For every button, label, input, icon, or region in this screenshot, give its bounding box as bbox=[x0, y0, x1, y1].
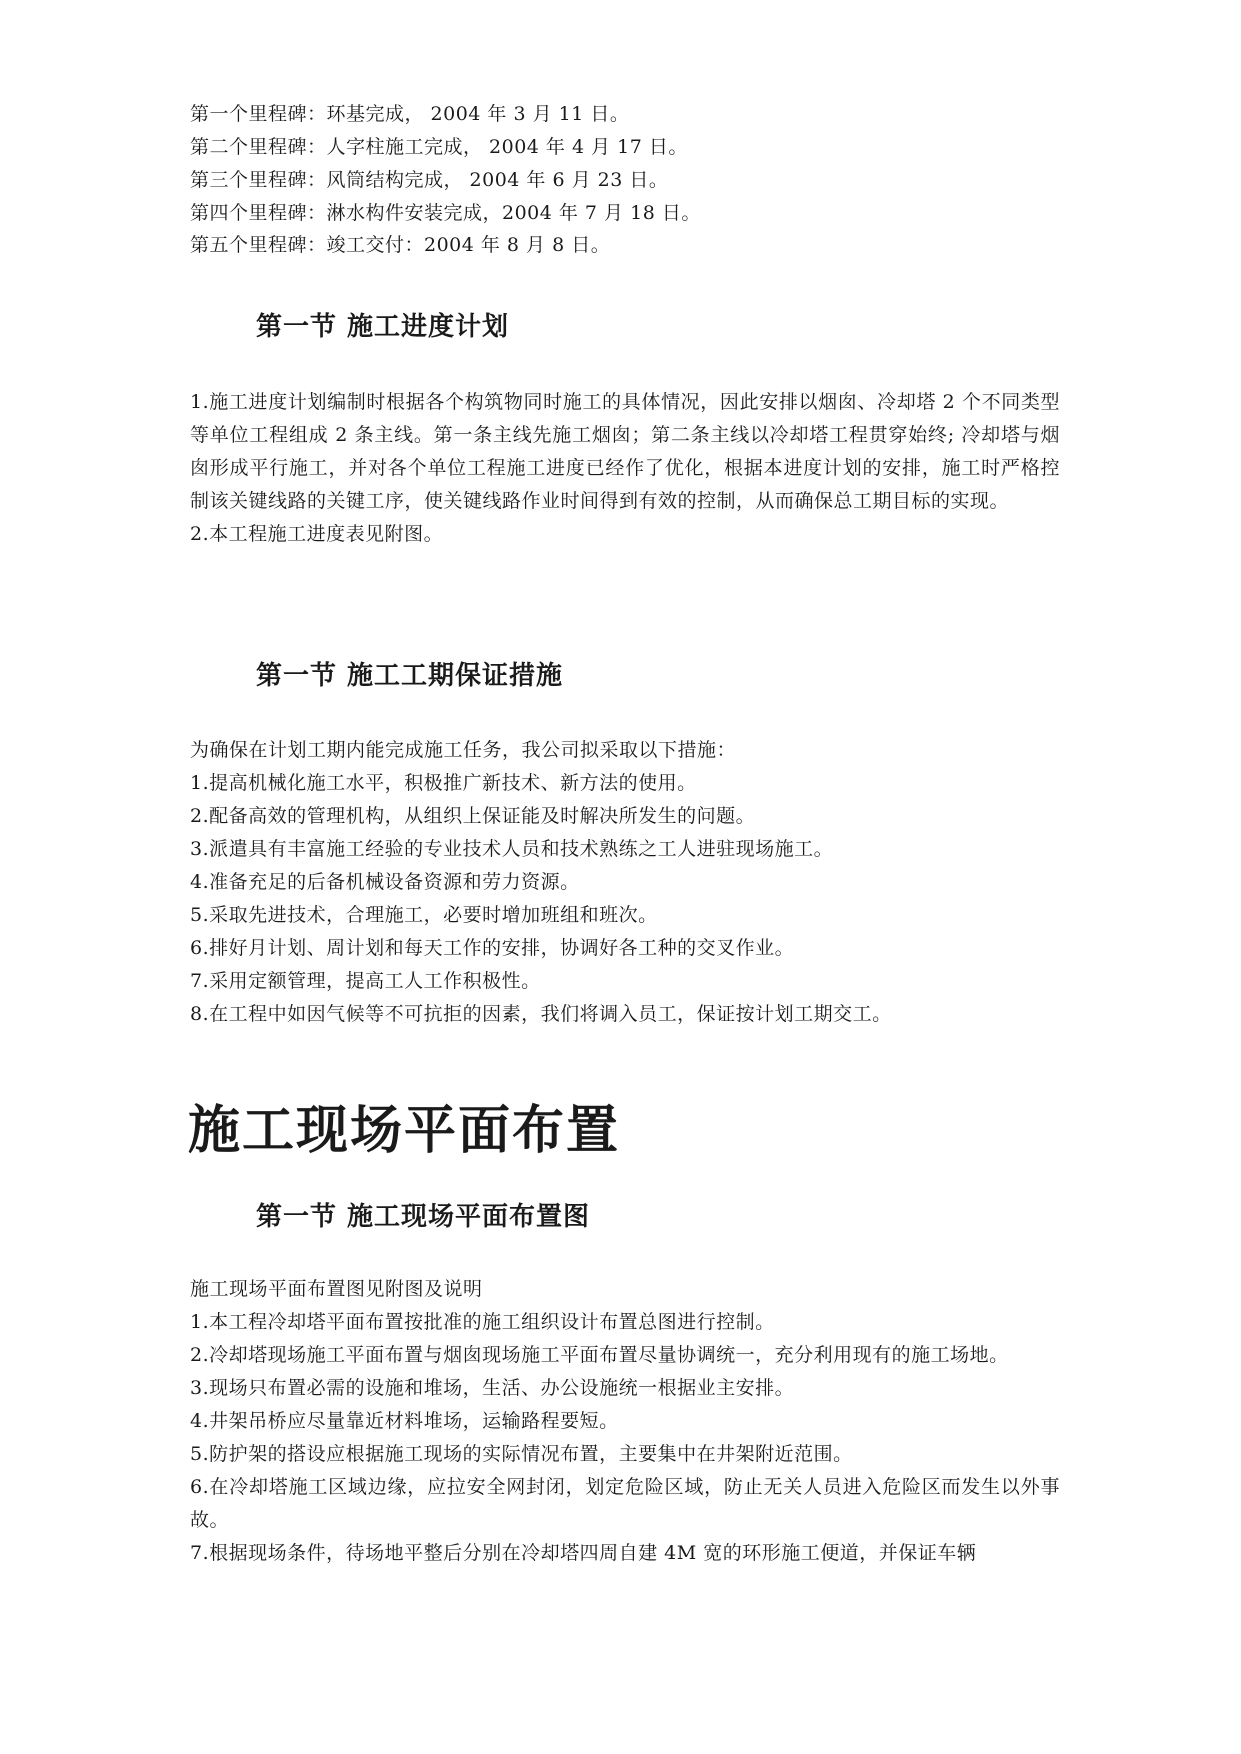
layout-item-5: 5.防护架的搭设应根据施工现场的实际情况布置，主要集中在井架附近范围。 bbox=[190, 1443, 853, 1465]
measures-item-4: 4.准备充足的后备机械设备资源和劳力资源。 bbox=[190, 871, 580, 893]
layout-paragraphs bbox=[190, 1273, 1060, 1570]
measures-item-2: 2.配备高效的管理机构，从组织上保证能及时解决所发生的问题。 bbox=[190, 805, 756, 827]
measures-item-6: 6.排好月计划、周计划和每天工作的安排，协调好各工种的交叉作业。 bbox=[190, 937, 795, 959]
layout-item-6: 6.在冷却塔施工区域边缘，应拉安全网封闭，划定危险区域，防止无关人员进入危险区而发生以外事故。 bbox=[190, 1476, 1060, 1531]
measures-item-1: 1.提高机械化施工水平，积极推广新技术、新方法的使用。 bbox=[190, 772, 697, 794]
chapter-heading: 施工现场平面布置 bbox=[188, 1101, 621, 1161]
measures-item-7: 7.采用定额管理，提高工人工作积极性。 bbox=[190, 970, 541, 992]
milestone-1: 第一个里程碑：环基完成， 2004 年 3 月 11 日。 bbox=[190, 103, 630, 125]
measures-paragraphs bbox=[190, 734, 1060, 1031]
layout-item-2: 2.冷却塔现场施工平面布置与烟囱现场施工平面布置尽量协调统一，充分利用现有的施工场地。 bbox=[190, 1344, 1009, 1366]
measures-item-3: 3.派遣具有丰富施工经验的专业技术人员和技术熟练之工人进驻现场施工。 bbox=[190, 838, 834, 860]
schedule-item-1: 1.施工进度计划编制时根据各个构筑物同时施工的具体情况，因此安排以烟囱、冷却塔 2 个不同类型等单位工程组成 2 条主线。第一条主线先施工烟囱；第二条主线以冷却塔工程贯穿始终; 冷却塔与烟囱形成平行施工，并对各个单位工程施工进度已经作了优化，根据本进度计划的安排，施工时严格控制该关键线路的关键工序，使关键线路作业时间得到有效的控制，从而确保总工期目标的实现。 bbox=[190, 391, 1060, 512]
layout-item-3: 3.现场只布置必需的设施和堆场，生活、办公设施统一根据业主安排。 bbox=[190, 1377, 795, 1399]
milestone-3: 第三个里程碑：风筒结构完成， 2004 年 6 月 23 日。 bbox=[190, 169, 669, 191]
milestone-4: 第四个里程碑：淋水构件安装完成，2004 年 7 月 18 日。 bbox=[190, 202, 701, 224]
section-heading-measures: 第一节 施工工期保证措施 bbox=[256, 661, 564, 691]
measures-item-8: 8.在工程中如因气候等不可抗拒的因素，我们将调入员工，保证按计划工期交工。 bbox=[190, 1003, 892, 1025]
layout-item-1: 1.本工程冷却塔平面布置按批准的施工组织设计布置总图进行控制。 bbox=[190, 1311, 775, 1333]
milestone-5: 第五个里程碑：竣工交付：2004 年 8 月 8 日。 bbox=[190, 234, 611, 256]
section-heading-schedule: 第一节 施工进度计划 bbox=[256, 312, 510, 342]
measures-item-5: 5.采取先进技术，合理施工，必要时增加班组和班次。 bbox=[190, 904, 658, 926]
layout-intro: 施工现场平面布置图见附图及说明 bbox=[190, 1278, 483, 1300]
milestone-2: 第二个里程碑：人字柱施工完成， 2004 年 4 月 17 日。 bbox=[190, 136, 688, 158]
schedule-item-2: 2.本工程施工进度表见附图。 bbox=[190, 523, 444, 545]
section-heading-layout: 第一节 施工现场平面布置图 bbox=[256, 1202, 591, 1232]
layout-item-7: 7.根据现场条件，待场地平整后分别在冷却塔四周自建 4M 宽的环形施工便道，并保证车辆 bbox=[190, 1542, 977, 1564]
measures-intro: 为确保在计划工期内能完成施工任务，我公司拟采取以下措施： bbox=[190, 739, 737, 761]
schedule-paragraphs bbox=[190, 386, 1060, 551]
layout-item-4: 4.井架吊桥应尽量靠近材料堆场，运输路程要短。 bbox=[190, 1410, 619, 1432]
